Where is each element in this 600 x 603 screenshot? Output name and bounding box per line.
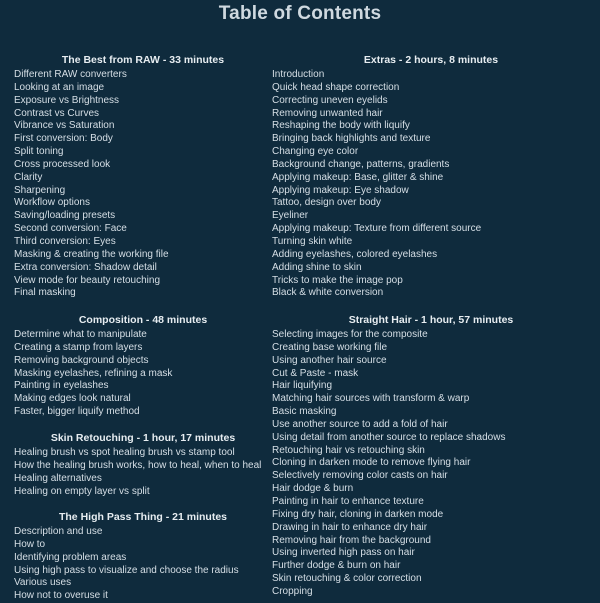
toc-item: Applying makeup: Texture from different source bbox=[272, 223, 482, 235]
toc-item: Adding shine to skin bbox=[272, 261, 362, 273]
toc-item: Contrast vs Curves bbox=[14, 107, 100, 119]
toc-item: Drawing in hair to enhance dry hair bbox=[272, 521, 428, 533]
toc-item: Use another source to add a fold of hair bbox=[272, 418, 448, 430]
toc-item: Exposure vs Brightness bbox=[14, 94, 120, 106]
section-skin-retouching bbox=[14, 429, 272, 498]
toc-item: Extra conversion: Shadow detail bbox=[14, 261, 157, 273]
toc-item: Healing on empty layer vs split bbox=[14, 485, 150, 497]
toc-item: Further dodge & burn on hair bbox=[272, 560, 401, 572]
toc-item: Using inverted high pass on hair bbox=[272, 547, 415, 559]
toc-item: Hair dodge & burn bbox=[272, 483, 354, 495]
toc-item: View mode for beauty retouching bbox=[14, 274, 161, 286]
toc-item: Masking & creating the working file bbox=[14, 248, 169, 260]
toc-item: Split toning bbox=[14, 146, 64, 158]
toc-item: Correcting uneven eyelids bbox=[272, 94, 388, 106]
toc-item: Vibrance vs Saturation bbox=[14, 120, 115, 132]
toc-item: Painting in hair to enhance texture bbox=[272, 495, 424, 507]
toc-item: Workflow options bbox=[14, 197, 90, 209]
toc-item: Tricks to make the image pop bbox=[272, 274, 403, 286]
toc-item: Selecting images for the composite bbox=[272, 329, 428, 340]
toc-item: How to bbox=[14, 538, 46, 550]
toc-item: Background change, patterns, gradients bbox=[272, 158, 450, 170]
toc-item: Third conversion: Eyes bbox=[14, 235, 116, 247]
toc-item: Introduction bbox=[272, 69, 325, 80]
section-high-pass bbox=[14, 508, 272, 603]
toc-item: Basic masking bbox=[272, 406, 337, 418]
section-straight-hair bbox=[272, 311, 590, 599]
toc-item: Looking at an image bbox=[14, 81, 105, 93]
toc-item: Skin retouching & color correction bbox=[272, 573, 422, 585]
page-title: Table of Contents bbox=[218, 3, 382, 24]
section-items bbox=[14, 329, 272, 419]
toc-item: Hair liquifying bbox=[272, 380, 333, 392]
toc-item: Determine what to manipulate bbox=[14, 329, 147, 340]
toc-item: Cropping bbox=[272, 585, 313, 597]
toc-item: Cross processed look bbox=[14, 158, 111, 170]
toc-item: Using detail from another source to replace shadows bbox=[272, 431, 506, 443]
toc-item: Clarity bbox=[14, 171, 43, 183]
toc-item: Masking eyelashes, refining a mask bbox=[14, 367, 173, 379]
toc-item: Creating base working file bbox=[272, 341, 388, 353]
toc-item: Saving/loading presets bbox=[14, 210, 116, 222]
toc-item: Quick head shape correction bbox=[272, 81, 400, 93]
section-heading: Extras - 2 hours, 8 minutes bbox=[363, 54, 499, 66]
toc-item: Cloning in darken mode to remove flying hair bbox=[272, 457, 471, 469]
section-best-from-raw bbox=[14, 51, 272, 300]
toc-item: How not to overuse it bbox=[14, 590, 108, 602]
section-heading: Straight Hair - 1 hour, 57 minutes bbox=[348, 314, 514, 326]
toc-item: Black & white conversion bbox=[272, 287, 384, 299]
toc-item: Faster, bigger liquify method bbox=[14, 406, 140, 418]
toc-item: Creating a stamp from layers bbox=[14, 341, 143, 353]
toc-item: Final masking bbox=[14, 287, 76, 299]
toc-item: Changing eye color bbox=[272, 146, 359, 158]
toc-item: Eyeliner bbox=[272, 210, 309, 222]
section-items bbox=[272, 329, 590, 599]
toc-item: Turning skin white bbox=[272, 235, 353, 247]
toc-item: Painting in eyelashes bbox=[14, 380, 109, 392]
toc-item: Selectively removing color casts on hair bbox=[272, 470, 448, 482]
section-items bbox=[14, 69, 272, 300]
toc-item: Identifying problem areas bbox=[14, 551, 127, 563]
toc-item: Cut & Paste - mask bbox=[272, 367, 359, 379]
section-items bbox=[272, 69, 590, 300]
section-heading: Skin Retouching - 1 hour, 17 minutes bbox=[50, 432, 236, 444]
section-items bbox=[14, 447, 272, 498]
toc-item: Healing brush vs spot healing brush vs stamp tool bbox=[14, 447, 235, 458]
toc-item: Removing unwanted hair bbox=[272, 107, 383, 119]
toc-item: Bringing back highlights and texture bbox=[272, 133, 431, 145]
toc-item: Second conversion: Face bbox=[14, 223, 127, 235]
toc-item: Applying makeup: Base, glitter & shine bbox=[272, 171, 444, 183]
toc-item: Retouching hair vs retouching skin bbox=[272, 444, 425, 456]
section-composition bbox=[14, 311, 272, 419]
toc-item: Tattoo, design over body bbox=[272, 197, 381, 209]
toc-item: Various uses bbox=[14, 577, 72, 589]
toc-item: Fixing dry hair, cloning in darken mode bbox=[272, 508, 444, 520]
toc-item: Healing alternatives bbox=[14, 472, 102, 484]
toc-item: Matching hair sources with transform & warp bbox=[272, 393, 470, 405]
toc-item: How the healing brush works, how to heal, when to heal bbox=[14, 459, 262, 471]
toc-item: Different RAW converters bbox=[14, 69, 127, 80]
toc-item: Description and use bbox=[14, 526, 103, 537]
toc-item: Applying makeup: Eye shadow bbox=[272, 184, 409, 196]
toc-item: Using high pass to visualize and choose the radius bbox=[14, 564, 239, 576]
toc-item: Removing background objects bbox=[14, 354, 149, 366]
toc-item: Using another hair source bbox=[272, 354, 387, 366]
section-extras bbox=[272, 51, 590, 300]
toc-item: First conversion: Body bbox=[14, 133, 113, 145]
section-heading: Composition - 48 minutes bbox=[78, 314, 208, 326]
toc-item: Reshaping the body with liquify bbox=[272, 120, 410, 132]
toc-item: Sharpening bbox=[14, 184, 66, 196]
section-heading: The Best from RAW - 33 minutes bbox=[61, 54, 225, 66]
toc-item: Making edges look natural bbox=[14, 393, 131, 405]
section-items bbox=[14, 526, 272, 603]
toc-item: Adding eyelashes, colored eyelashes bbox=[272, 248, 438, 260]
section-heading: The High Pass Thing - 21 minutes bbox=[58, 511, 228, 523]
toc-item: Removing hair from the background bbox=[272, 534, 431, 546]
